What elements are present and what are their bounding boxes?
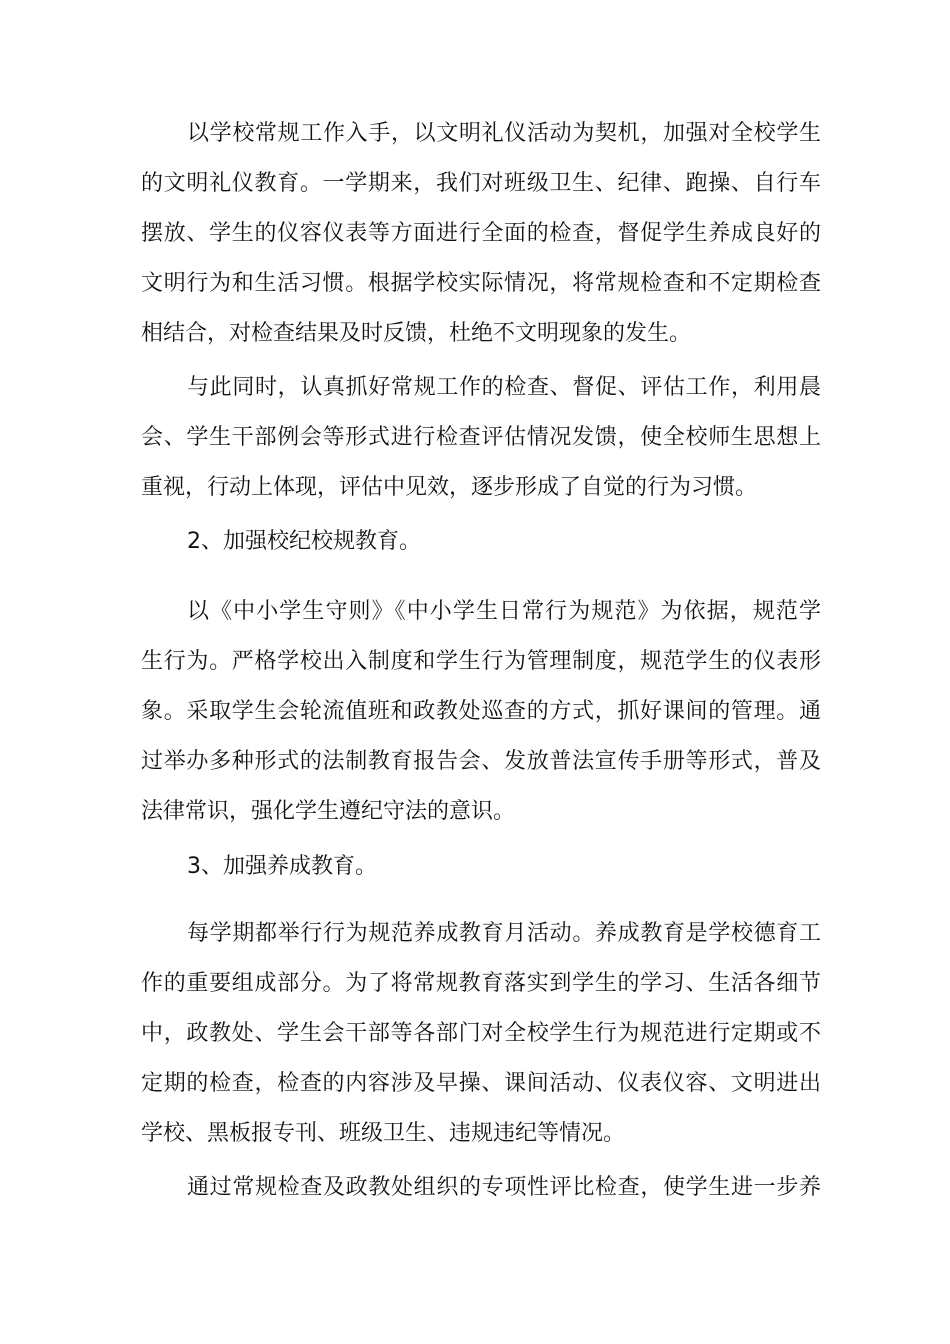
- paragraph-3-line-5: 法律常识，强化学生遵纪守法的意识。: [141, 799, 516, 824]
- paragraph-2-line-3: 重视，行动上体现，评估中见效，逐步形成了自觉的行为习惯。: [141, 475, 758, 500]
- paragraph-1-line-4: 文明行为和生活习惯。根据学校实际情况，将常规检查和不定期检查: [141, 271, 821, 296]
- paragraph-3-line-3: 象。采取学生会轮流值班和政教处巡查的方式，抓好课间的管理。通: [141, 699, 821, 724]
- section-heading-3: 3、加强养成教育。: [187, 854, 377, 879]
- paragraph-5-line-1: 通过常规检查及政教处组织的专项性评比检查，使学生进一步养: [187, 1175, 821, 1200]
- paragraph-1-line-5: 相结合，对检查结果及时反馈，杜绝不文明现象的发生。: [141, 321, 692, 346]
- paragraph-3-line-2: 生行为。严格学校出入制度和学生行为管理制度，规范学生的仪表形: [141, 649, 821, 674]
- paragraph-3-line-4: 过举办多种形式的法制教育报告会、发放普法宣传手册等形式，普及: [141, 749, 821, 774]
- paragraph-4-line-3: 中，政教处、学生会干部等各部门对全校学生行为规范进行定期或不: [141, 1021, 821, 1046]
- paragraph-2-line-2: 会、学生干部例会等形式进行检查评估情况发馈，使全校师生思想上: [141, 425, 821, 450]
- paragraph-1-line-3: 摆放、学生的仪容仪表等方面进行全面的检查，督促学生养成良好的: [141, 221, 821, 246]
- paragraph-2-line-1: 与此同时，认真抓好常规工作的检查、督促、评估工作，利用晨: [187, 375, 821, 400]
- paragraph-4-line-5: 学校、黑板报专刊、班级卫生、违规违纪等情况。: [141, 1121, 626, 1146]
- paragraph-1-line-1: 以学校常规工作入手，以文明礼仪活动为契机，加强对全校学生: [187, 121, 821, 146]
- paragraph-3-line-1: 以《中小学生守则》《中小学生日常行为规范》为依据，规范学: [187, 599, 821, 624]
- paragraph-1-line-2: 的文明礼仪教育。一学期来，我们对班级卫生、纪律、跑操、自行车: [141, 171, 821, 196]
- section-heading-2: 2、加强校纪校规教育。: [187, 529, 421, 554]
- paragraph-4-line-2: 作的重要组成部分。为了将常规教育落实到学生的学习、生活各细节: [141, 971, 821, 996]
- paragraph-4-line-4: 定期的检查，检查的内容涉及早操、课间活动、仪表仪容、文明进出: [141, 1071, 821, 1096]
- paragraph-4-line-1: 每学期都举行行为规范养成教育月活动。养成教育是学校德育工: [187, 921, 821, 946]
